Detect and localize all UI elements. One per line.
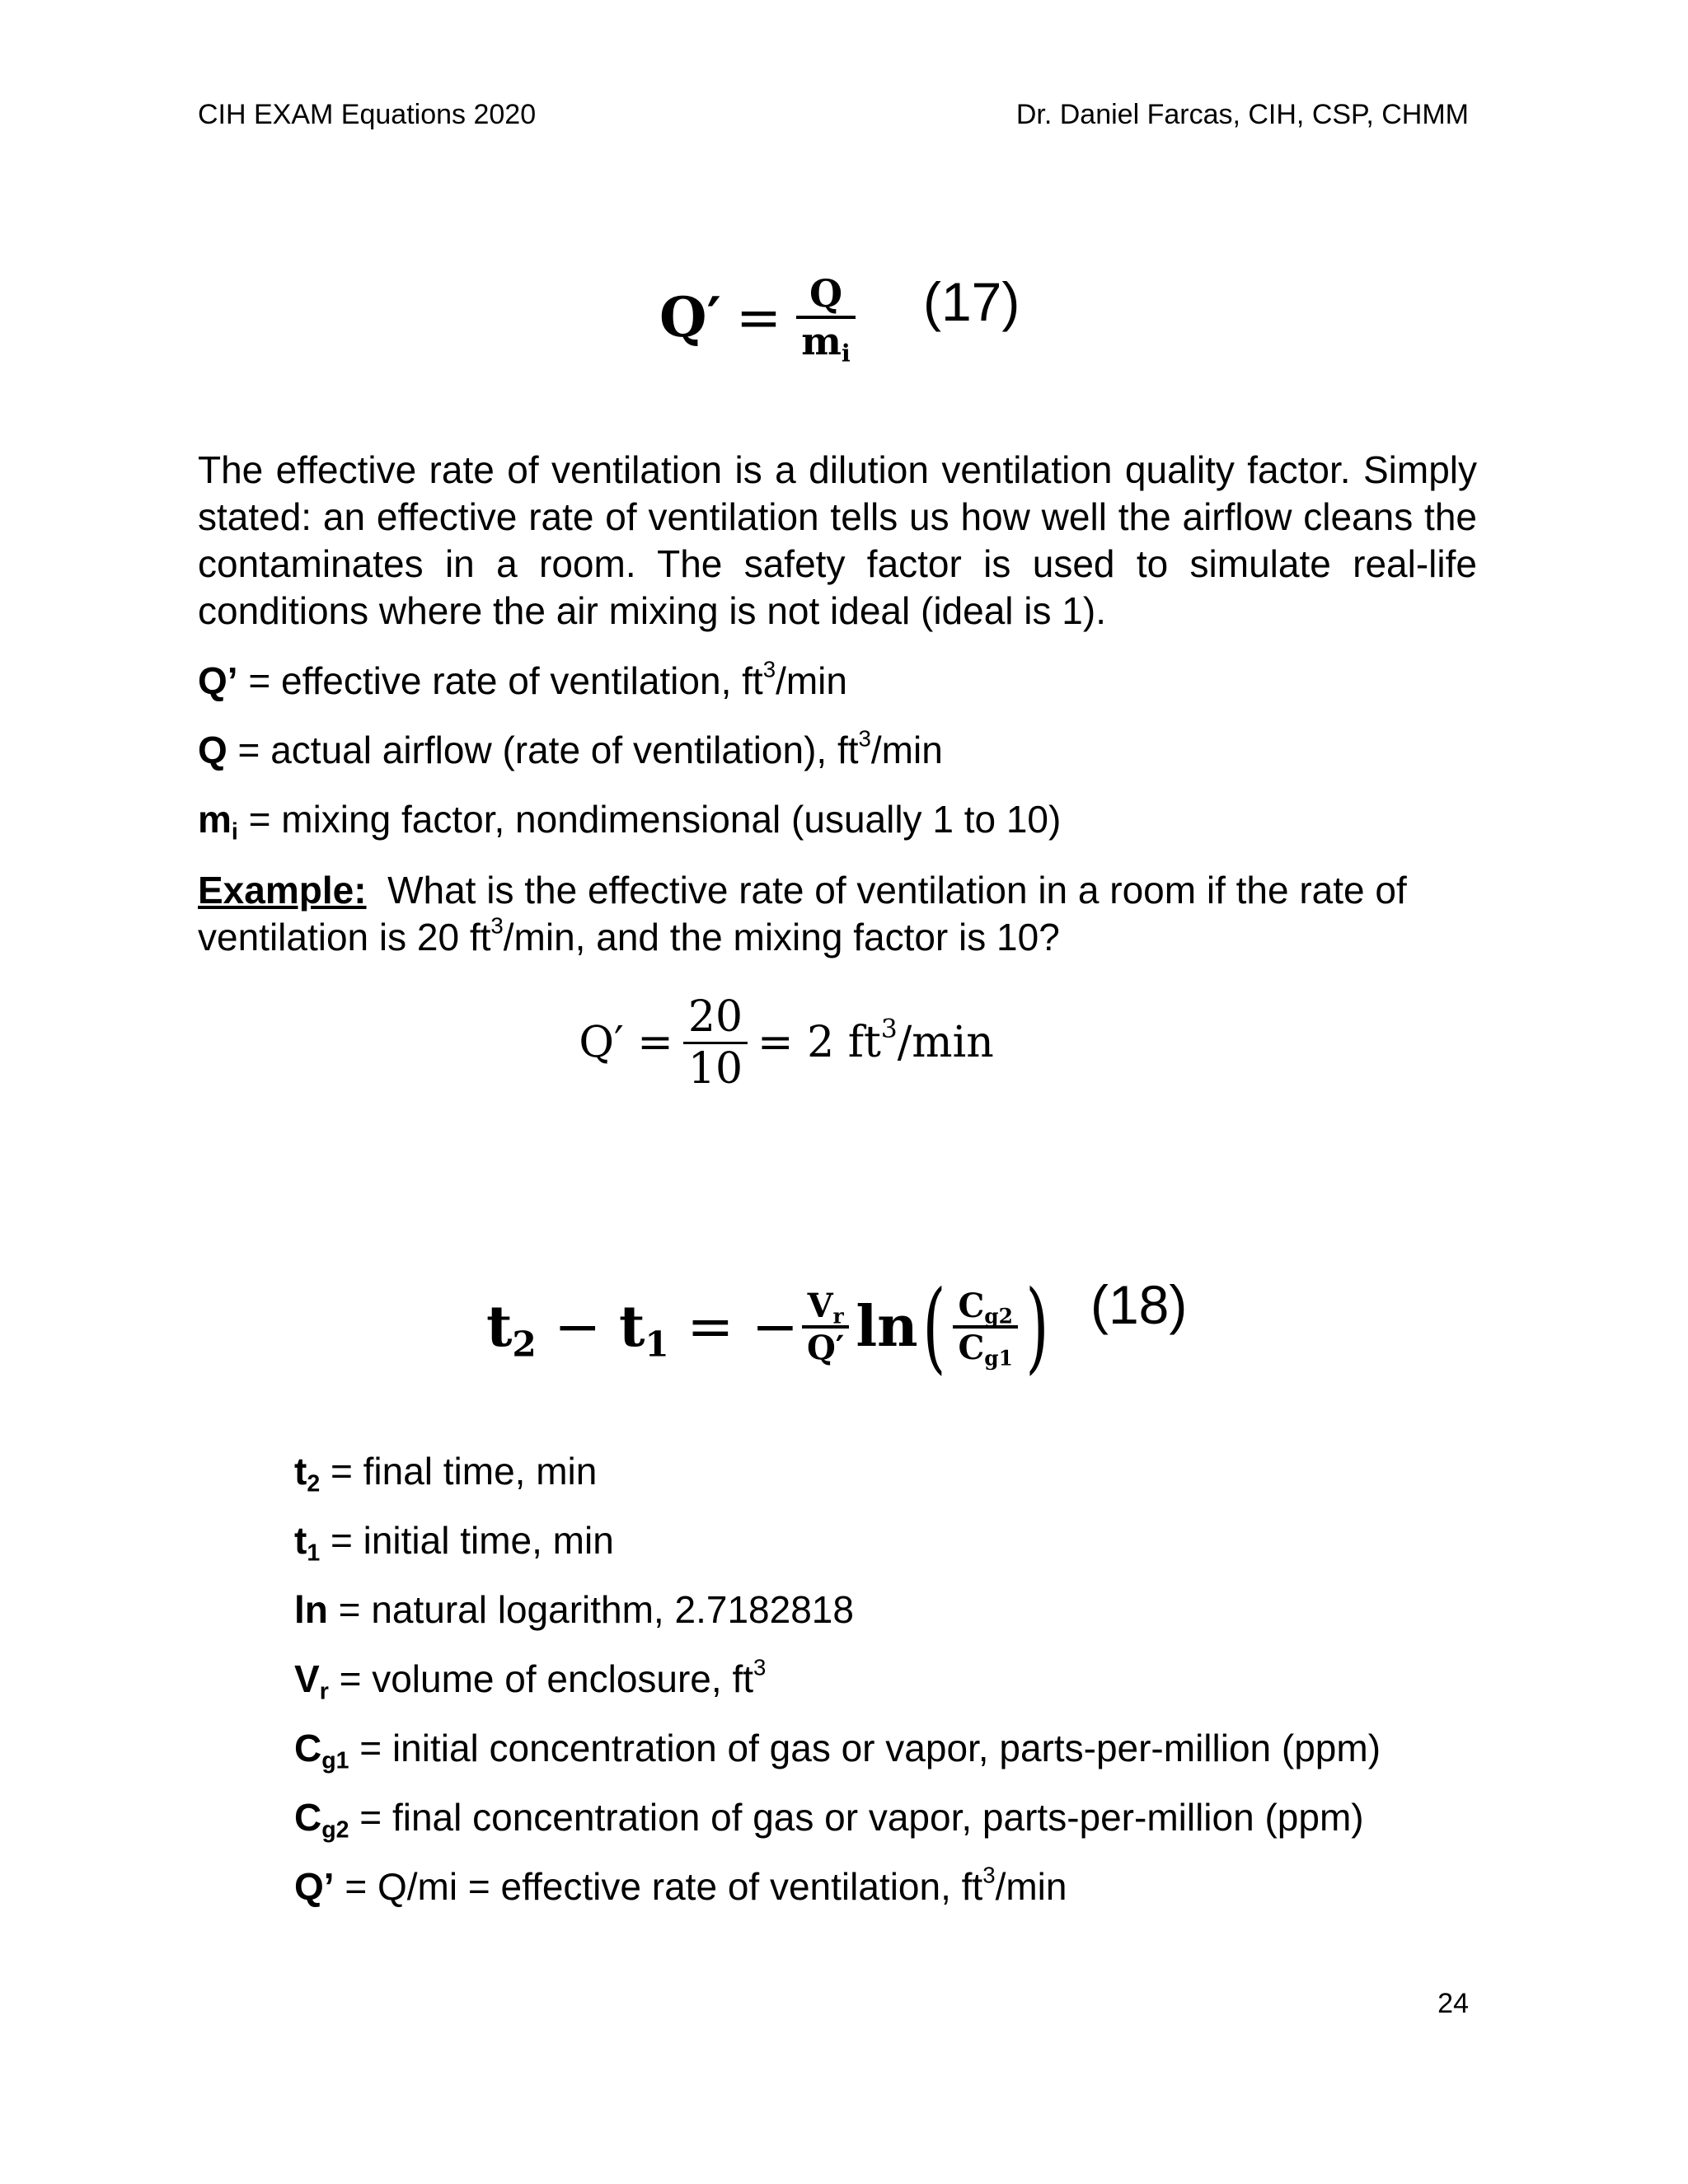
eq17-numerator: Q <box>809 271 843 316</box>
eq18-cg2-base: C <box>958 1286 985 1325</box>
def-cg2 <box>294 1794 1364 1844</box>
eq17-den-sub: i <box>841 339 851 368</box>
eq18-conc-numerator <box>953 1286 1017 1329</box>
eq18-cg2-sub: g2 <box>984 1304 1013 1329</box>
eq18-t1-base: t <box>618 1294 645 1360</box>
eq17-lhs: Q′ <box>659 285 721 349</box>
example-calculation <box>0 977 1688 1108</box>
def-text: = initial concentration of gas or vapor, parts-per-million (ppm) <box>349 1727 1381 1769</box>
equation-18-number: (18) <box>1090 1274 1188 1335</box>
def-subscript: g2 <box>321 1816 349 1844</box>
example-superscript: 3 <box>490 912 504 939</box>
def-symbol: V <box>294 1657 320 1700</box>
def-text: = mixing factor, nondimensional (usually 1 to 10) <box>237 798 1062 841</box>
calc-numerator: 20 <box>687 991 743 1042</box>
eq18-t2 <box>486 1294 537 1365</box>
eq17-denominator <box>796 316 856 368</box>
def-symbol: ln <box>294 1588 328 1631</box>
eq18-denominator: Q′ <box>802 1325 849 1367</box>
equation-17-number: (17) <box>923 271 1020 332</box>
def-q-prime-2 <box>294 1863 1067 1910</box>
def-symbol: C <box>294 1796 322 1839</box>
eq18-t1-sub: 1 <box>645 1323 669 1365</box>
eq18-conc-fraction <box>953 1286 1017 1371</box>
def-unit: /min <box>776 659 847 702</box>
def-text: = volume of enclosure, ft <box>328 1657 754 1700</box>
def-superscript: 3 <box>858 725 871 752</box>
eq18-minus: − <box>536 1294 619 1360</box>
eq18-t1 <box>618 1294 669 1365</box>
def-unit: /min <box>995 1865 1067 1908</box>
def-q-prime <box>198 658 847 705</box>
eq17-fraction <box>796 271 856 368</box>
example-question-1: What is the effective rate of ventilation in a room if the rate of <box>366 869 1407 912</box>
example-label: Example: <box>198 869 367 912</box>
calc-rhs-unit: /min <box>897 1018 994 1067</box>
equation-18 <box>486 1244 1057 1409</box>
def-symbol: t <box>294 1450 307 1493</box>
eq18-conc-denominator <box>953 1325 1017 1371</box>
example-question-2a: ventilation is 20 ft <box>198 916 491 958</box>
def-text: = effective rate of ventilation, ft <box>237 659 763 702</box>
eq18-right-paren: ) <box>1025 1269 1049 1385</box>
def-symbol: t <box>294 1519 307 1562</box>
calc-lhs: Q′ = <box>579 1018 673 1067</box>
def-subscript: 1 <box>307 1540 321 1567</box>
def-ln <box>294 1586 854 1633</box>
def-cg1 <box>294 1725 1381 1772</box>
def-symbol: m <box>198 798 232 841</box>
def-superscript: 3 <box>762 656 776 682</box>
page-number: 24 <box>1437 1988 1469 2019</box>
def-t2 <box>294 1448 597 1495</box>
def-superscript: 3 <box>753 1654 767 1680</box>
eq18-t2-sub: 2 <box>512 1323 537 1365</box>
eq18-num-sub: r <box>832 1304 844 1329</box>
calc-rhs-text: = 2 ft <box>757 1018 881 1067</box>
calc-denominator: 10 <box>683 1042 748 1094</box>
header-left: CIH EXAM Equations 2020 <box>198 99 537 130</box>
def-unit: /min <box>870 729 943 771</box>
calc-fraction <box>683 992 748 1094</box>
header-right: Dr. Daniel Farcas, CIH, CSP, CHMM <box>1015 99 1469 130</box>
def-t1 <box>294 1517 614 1567</box>
def-symbol: C <box>294 1727 322 1769</box>
def-symbol: Q <box>198 729 227 771</box>
eq18-ln: ln <box>856 1294 918 1360</box>
def-symbol: Q’ <box>294 1865 335 1908</box>
calc-rhs <box>757 1014 994 1067</box>
def-text: = final time, min <box>320 1450 598 1493</box>
eq18-numerator <box>803 1286 849 1329</box>
eq18-t2-base: t <box>486 1294 513 1360</box>
def-subscript: 2 <box>307 1470 321 1497</box>
eq18-cg1-base: C <box>958 1329 985 1367</box>
eq18-left-paren: ( <box>921 1269 946 1385</box>
def-subscript: g1 <box>321 1747 349 1774</box>
eq18-num-base: V <box>807 1286 833 1325</box>
def-symbol: Q’ <box>198 659 238 702</box>
def-subscript: r <box>319 1678 329 1705</box>
def-vr <box>294 1656 766 1703</box>
def-text: = initial time, min <box>320 1519 614 1562</box>
eq18-equals: = − <box>668 1294 799 1360</box>
def-q <box>198 727 943 774</box>
def-text: = natural logarithm, 2.7182818 <box>327 1588 854 1631</box>
example-line-1 <box>198 867 1477 914</box>
example-question-2b: /min, and the mixing factor is 10? <box>503 916 1060 958</box>
def-subscript: i <box>231 818 238 846</box>
eq18-vr-fraction <box>802 1286 849 1367</box>
equation-17 <box>659 247 856 387</box>
def-text: = Q/mi = effective rate of ventilation, ft <box>334 1865 983 1908</box>
intro-paragraph: The effective rate of ventilation is a dilution ventilation quality factor. Simply stated: an effective rate of ventilation tells us how well the airflow cleans the contaminates in a room. The safety factor is used to simulate real-life conditions where the air mixing is not ideal (ideal is 1). <box>198 448 1477 632</box>
def-text: = final concentration of gas or vapor, parts-per-million (ppm) <box>349 1796 1364 1839</box>
calc-rhs-sup: 3 <box>880 1014 898 1044</box>
def-mi <box>198 796 1062 846</box>
def-superscript: 3 <box>982 1862 996 1888</box>
eq18-cg1-sub: g1 <box>984 1346 1013 1371</box>
eq17-equals: = <box>735 285 782 349</box>
eq17-den-base: m <box>801 319 842 363</box>
def-text: = actual airflow (rate of ventilation), ft <box>227 729 859 771</box>
example-line-2 <box>198 914 1060 961</box>
